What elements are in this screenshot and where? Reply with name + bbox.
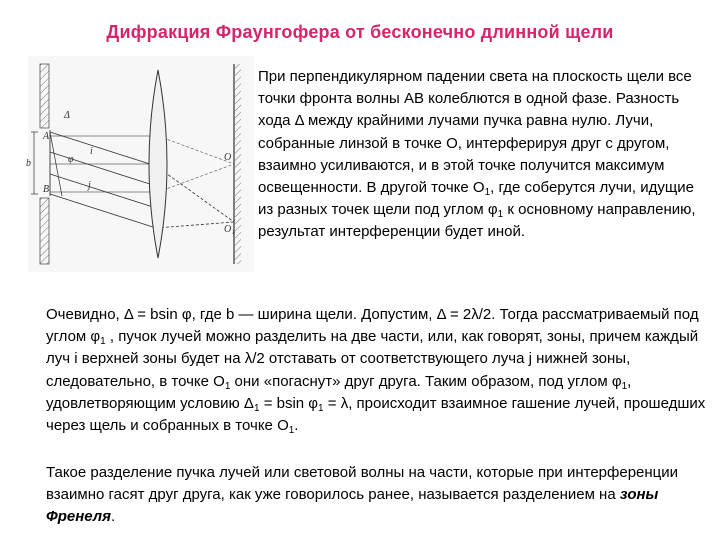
text-run: Очевидно, Δ = bsin φ, где b — ширина щели. Допустим, Δ = 2λ/2. Тогда рассматриваемый под углом φ	[46, 306, 699, 346]
label-i: i	[90, 146, 93, 157]
text-run: = λ, происходит взаимное гашение лучей, прошедших через щель и собранных в точке О	[46, 394, 706, 435]
label-o1: O₁	[224, 224, 235, 235]
text-run: к основному направлению, результат интерференции будет иной.	[258, 201, 696, 241]
text-run: они «погаснут» друг друга. Таким образом, под углом φ	[230, 372, 622, 390]
subscript: 1	[484, 187, 491, 199]
label-width: b	[26, 158, 31, 169]
lens	[149, 70, 167, 258]
diffraction-diagram	[28, 56, 254, 272]
subscript: 1	[224, 380, 231, 392]
text-run: , где соберутся лучи, идущие из разных точек щели под углом φ	[258, 179, 694, 219]
text-run: , пучок лучей можно разделить на две части, или, как говорят, зоны, причем каждый луч i верхней зоны будет на λ/2 отставать от соответствующего луча j нижней зоны, следовательно, в точке О	[46, 328, 699, 390]
text-run: При перпендикулярном падении света на плоскость щели все точки фронта волны АВ колеблются в одной фазе. Разность хода Δ между крайними лучами пучка равна нулю. Лучи, собранные линзой в точке О, интерферируя друг с другом, взаимно усиливаются, и в этой точке получится максимум освещенности. В другой точке О	[258, 68, 692, 197]
slide-title: Дифракция Фраунгофера от бесконечно длинной щели	[106, 22, 614, 42]
fresnel-zones-paragraph	[46, 462, 706, 529]
text-run: = bsin φ	[259, 394, 319, 412]
subscript: 1	[253, 402, 260, 414]
subscript: 1	[497, 209, 504, 221]
subscript: 1	[318, 402, 324, 414]
subscript: 1	[288, 425, 295, 437]
label-o: O	[224, 152, 232, 163]
subscript: 1	[100, 336, 106, 348]
explanation-paragraph	[46, 304, 706, 437]
text-run: .	[294, 417, 299, 435]
label-b-point: B	[43, 184, 50, 195]
intro-paragraph	[258, 66, 704, 244]
fresnel-zones-term: зоны Френеля	[46, 486, 659, 526]
slit-screen-lower	[40, 198, 49, 264]
subscript: 1	[621, 380, 628, 392]
diffracted-rays	[50, 132, 234, 228]
straight-rays	[50, 136, 234, 192]
text-run: Такое разделение пучка лучей или световой волны на части, которые при интерференции взаимно гасят друг друга, как уже говорилось ранее, называется разделением на	[46, 464, 679, 504]
label-phi: φ	[68, 154, 74, 165]
text-run: .	[110, 508, 116, 526]
label-a: A	[43, 131, 50, 142]
text-run: , удовлетворяющим условию Δ	[46, 372, 632, 412]
label-delta: Δ	[64, 110, 70, 121]
slit-screen-upper	[40, 64, 49, 128]
label-j: j	[88, 180, 91, 191]
